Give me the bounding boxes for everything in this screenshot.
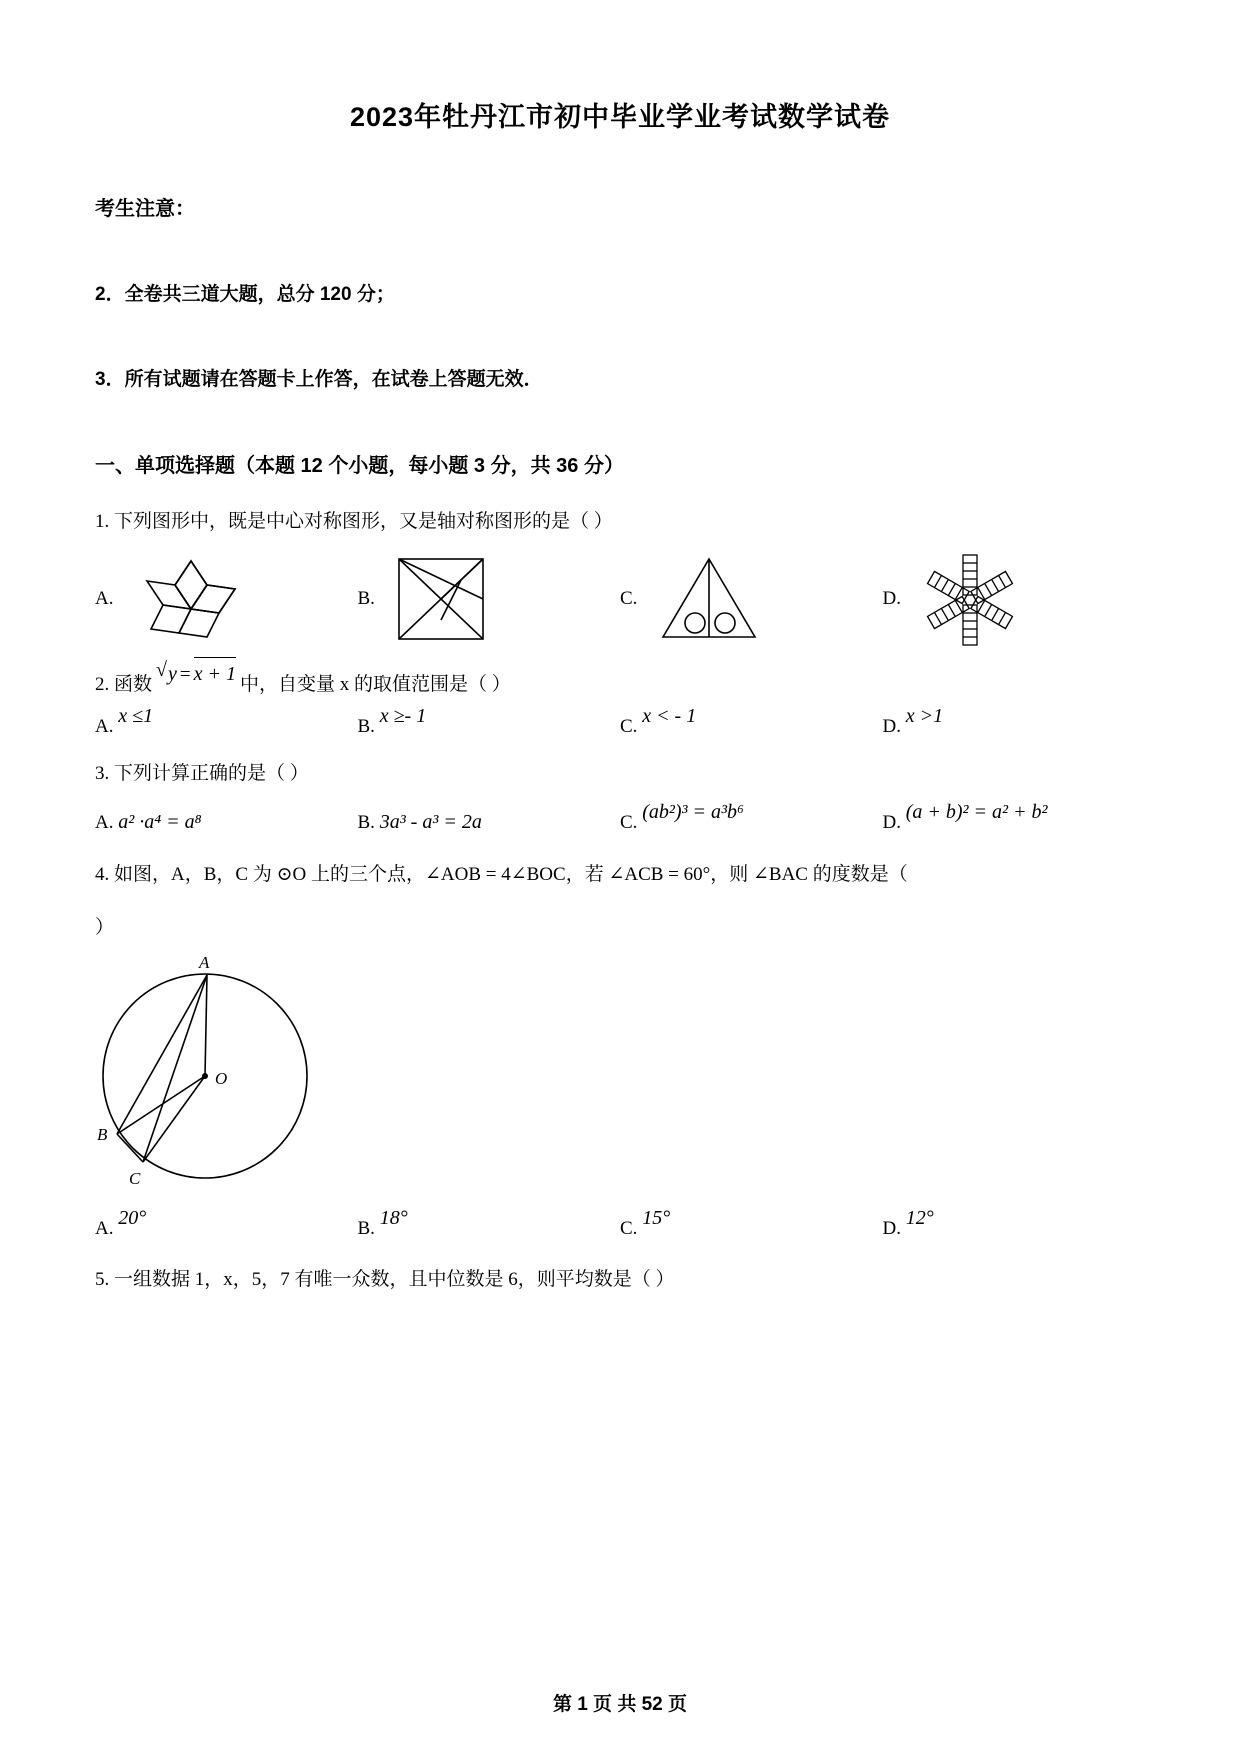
option-label: A. bbox=[95, 587, 114, 609]
option-text: x >1 bbox=[905, 705, 944, 727]
option-text: 12° bbox=[905, 1207, 934, 1230]
question-2-stem bbox=[95, 662, 1145, 700]
notice-item-2: 2．全卷共三道大题，总分 120 分； bbox=[95, 284, 395, 305]
question-3-options bbox=[95, 800, 1145, 834]
label-B: B bbox=[97, 1125, 108, 1145]
sqrt-expression bbox=[156, 657, 236, 690]
page-footer: 第 1 页 共 52 页 bbox=[552, 1694, 688, 1715]
option-label: D. bbox=[882, 1218, 901, 1240]
hatched-asterisk-icon bbox=[907, 549, 1037, 649]
option-4-A[interactable] bbox=[95, 1207, 358, 1240]
label-C: C bbox=[129, 1169, 141, 1189]
option-label: C. bbox=[620, 1218, 638, 1240]
option-text: (ab²)³ = a³b⁶ bbox=[642, 800, 744, 823]
option-3-D[interactable] bbox=[882, 800, 1146, 834]
option-4-B[interactable] bbox=[357, 1207, 621, 1240]
option-1-C[interactable] bbox=[620, 549, 883, 649]
page-title: 2023年牡丹江市初中毕业学业考试数学试卷 bbox=[349, 102, 891, 132]
question-4-stem-tail: ） bbox=[95, 916, 115, 938]
sqrt-equals: = bbox=[179, 663, 191, 685]
option-text: 3a³ - a³ = 2a bbox=[379, 810, 482, 833]
option-1-B[interactable] bbox=[358, 549, 621, 649]
circle-with-inscribed-angle-icon bbox=[95, 956, 325, 1196]
option-label: B. bbox=[357, 1218, 375, 1240]
option-label: C. bbox=[620, 716, 638, 737]
option-text: 18° bbox=[379, 1207, 408, 1230]
label-O: O bbox=[215, 1069, 228, 1089]
triangle-two-circles-icon bbox=[643, 549, 783, 649]
notice-item-3: 3．所有试题请在答题卡上作答，在试卷上答题无效． bbox=[95, 369, 543, 390]
notice-heading: 考生注意： bbox=[95, 198, 195, 220]
option-text: 20° bbox=[118, 1207, 147, 1230]
center-point-dot bbox=[202, 1073, 208, 1079]
label-A: A bbox=[199, 956, 210, 973]
option-3-A[interactable] bbox=[95, 811, 358, 834]
option-3-C[interactable] bbox=[620, 800, 883, 834]
option-label: C. bbox=[620, 587, 638, 609]
question-1-stem: 1. 下列图形中，既是中心对称图形，又是轴对称图形的是（ ） bbox=[95, 511, 613, 532]
option-4-C[interactable] bbox=[620, 1207, 883, 1240]
option-text: x < - 1 bbox=[642, 705, 697, 727]
option-label: B. bbox=[357, 811, 375, 833]
option-label: B. bbox=[357, 716, 375, 737]
six-point-star-rhombi-icon bbox=[119, 549, 264, 649]
question-1-options bbox=[95, 549, 1145, 649]
option-label: A. bbox=[95, 811, 114, 833]
option-2-A[interactable] bbox=[95, 705, 358, 738]
option-text: x ≤1 bbox=[118, 705, 154, 727]
option-label: D. bbox=[882, 716, 901, 737]
option-4-D[interactable] bbox=[882, 1207, 1146, 1240]
option-text: (a + b)² = a² + b² bbox=[905, 800, 1048, 823]
option-2-C[interactable] bbox=[620, 705, 883, 738]
sqrt-lhs: y bbox=[168, 662, 177, 685]
tangram-square-icon bbox=[381, 549, 511, 649]
question-2-options bbox=[95, 705, 1145, 738]
option-1-D[interactable] bbox=[883, 549, 1146, 649]
question-3-stem: 3. 下列计算正确的是（ ） bbox=[95, 763, 309, 784]
option-2-D[interactable] bbox=[882, 705, 1146, 738]
question-5-stem: 5. 一组数据 1，x，5，7 有唯一众数，且中位数是 6，则平均数是（ ） bbox=[95, 1269, 675, 1291]
option-label: D. bbox=[882, 587, 901, 609]
option-3-B[interactable] bbox=[358, 811, 621, 834]
option-label: C. bbox=[620, 811, 638, 833]
section-heading-choice: 一、单项选择题（本题 12 个小题，每小题 3 分，共 36 分） bbox=[95, 455, 624, 477]
option-label: A. bbox=[95, 716, 114, 737]
sqrt-radicand: x + 1 bbox=[194, 657, 236, 689]
question-4-stem: 4. 如图，A，B，C 为 ⊙O 上的三个点，∠AOB = 4∠BOC，若 ∠ACB = 60°，则 ∠BAC 的度数是（ bbox=[95, 863, 908, 885]
option-text: 15° bbox=[642, 1207, 671, 1230]
question-4-options bbox=[95, 1207, 1145, 1240]
question-2-stem-pre: 2. 函数 bbox=[95, 673, 153, 695]
question-2-stem-post: 中，自变量 x 的取值范围是（ ） bbox=[240, 673, 511, 695]
option-text: x ≥- 1 bbox=[379, 705, 427, 727]
question-4-figure bbox=[95, 956, 1145, 1201]
option-1-A[interactable] bbox=[95, 549, 358, 649]
option-label: B. bbox=[357, 587, 375, 609]
option-label: A. bbox=[95, 1218, 114, 1240]
option-label: D. bbox=[882, 811, 901, 833]
option-text: a² ·a⁴ = a⁸ bbox=[118, 810, 202, 833]
option-2-B[interactable] bbox=[357, 705, 621, 738]
